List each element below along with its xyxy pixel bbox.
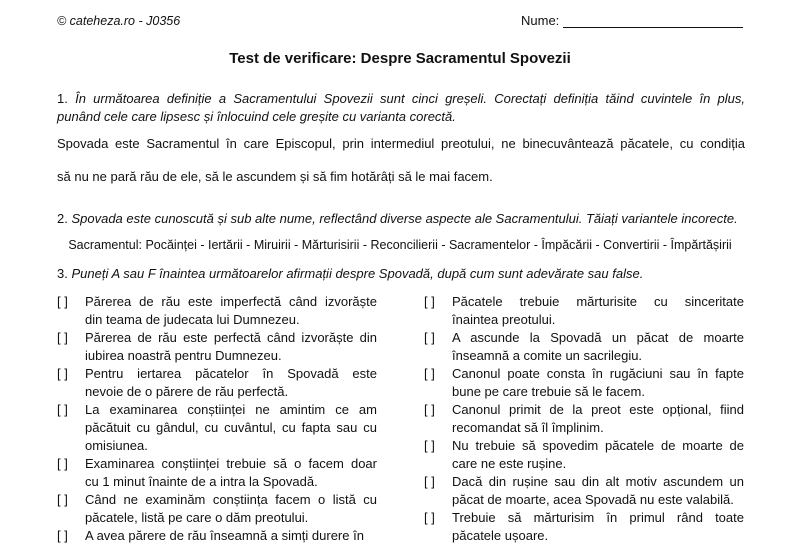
answer-box[interactable]: [ ] — [424, 366, 435, 381]
statement-item — [424, 509, 744, 545]
statement-line: păcătuit cu gândul, cu cuvântul, cu fapta sau cu — [85, 420, 377, 435]
statement-item — [424, 365, 744, 401]
question-2-text: Spovada este cunoscută și sub alte nume, reflectând diverse aspecte ale Sacramentului. Tăiați variantele incorecte. — [71, 211, 738, 226]
question-1-line-1 — [57, 90, 745, 108]
question-3-text: Puneți A sau F înaintea următoarelor afirmații despre Spovadă, după cum sunt adevărate sau false. — [71, 266, 644, 281]
question-2 — [57, 210, 745, 228]
answer-box[interactable]: [ ] — [57, 330, 68, 345]
statement-line: păcatele ușoare. — [452, 528, 549, 543]
statement-line: din teama de judecata lui Dumnezeu. — [85, 312, 300, 327]
statement-item — [424, 401, 744, 437]
statement-line: Canonul primit de la preot este opțional, fiind — [452, 402, 744, 417]
statement-item — [424, 437, 744, 473]
statement-line: La examinarea conștiinței ne amintim ce am — [85, 402, 377, 417]
statement-text — [85, 455, 377, 491]
statement-text — [452, 293, 744, 329]
statement-line: cu 1 minut înainte de a intra la Spovadă. — [85, 474, 318, 489]
name-field — [521, 13, 743, 28]
statement-text — [452, 437, 744, 473]
statement-item — [424, 473, 744, 509]
statement-line: care ne este rușine. — [452, 456, 567, 471]
statement-line: păcatele, listă pe care o dăm preotului. — [85, 510, 309, 525]
statement-text — [85, 365, 377, 401]
statement-line: iubirea noastră pentru Dumnezeu. — [85, 348, 282, 363]
statement-line: înseamnă a comite un sacrilegiu. — [452, 348, 643, 363]
statements-left-column — [57, 293, 377, 545]
question-1-line-2: punând cele care lipsesc și înlocuind cele greșite cu varianta corectă. — [57, 109, 456, 124]
question-1-number: 1. — [57, 91, 68, 106]
statement-item — [57, 293, 377, 329]
question-3 — [57, 265, 745, 283]
statement-text — [452, 365, 744, 401]
statement-item — [57, 365, 377, 401]
statement-text — [452, 509, 744, 545]
answer-box[interactable]: [ ] — [57, 294, 68, 309]
statement-line: Canonul poate consta în rugăciuni sau în fapte — [452, 366, 744, 381]
question-2-number: 2. — [57, 211, 68, 226]
answer-box[interactable]: [ ] — [57, 456, 68, 471]
answer-box[interactable]: [ ] — [424, 438, 435, 453]
answer-box[interactable]: [ ] — [424, 474, 435, 489]
statement-line: Examinarea conștiinței trebuie să o facem doar — [85, 456, 377, 471]
statement-line: Trebuie să mărturisim în primul rând toate — [452, 510, 744, 525]
statement-line: Nu trebuie să spovedim păcatele de moarte de — [452, 438, 744, 453]
statement-text — [85, 401, 377, 455]
question-1-text: În următoarea definiție a Sacramentului Spovezii sunt cinci greșeli. Corectați definiția tăind cuvintele în plus, — [75, 91, 745, 106]
statement-text — [85, 293, 377, 329]
name-label: Nume: — [521, 13, 560, 28]
statement-line: Părerea de rău este perfectă când izvorăște din — [85, 330, 377, 345]
sacrament-names-list: Sacramentul: Pocăinței - Iertării - Miruirii - Mărturisirii - Reconcilierii - Sacramentelor - Împăcării - Convertirii - Împărtășirii — [68, 238, 732, 252]
statement-text — [85, 527, 377, 545]
question-3-number: 3. — [57, 266, 68, 281]
statement-line: Când ne examinăm conștiința facem o listă cu — [85, 492, 377, 507]
answer-box[interactable]: [ ] — [57, 366, 68, 381]
answer-box[interactable]: [ ] — [57, 402, 68, 417]
statement-item — [57, 329, 377, 365]
statement-item — [57, 455, 377, 491]
answer-box[interactable]: [ ] — [424, 510, 435, 525]
statement-line: înaintea preotului. — [452, 312, 556, 327]
statement-text — [85, 329, 377, 365]
answer-box[interactable]: [ ] — [424, 402, 435, 417]
statement-text — [85, 491, 377, 527]
source-label: © cateheza.ro - J0356 — [57, 14, 181, 28]
statement-item — [57, 491, 377, 527]
statement-line: recomandat să îl împlinim. — [452, 420, 604, 435]
definition-line-2: să nu ne pară rău de ele, să le ascundem și să fim hotărâți să le mai facem. — [57, 169, 493, 184]
statement-text — [452, 473, 744, 509]
statement-text — [452, 401, 744, 437]
answer-box[interactable]: [ ] — [57, 528, 68, 543]
statement-line: A avea părere de rău înseamnă a simți durere în — [85, 528, 364, 543]
statement-item — [57, 401, 377, 455]
statement-text — [452, 329, 744, 365]
statement-line: omisiunea. — [85, 438, 148, 453]
statement-line: nevoie de o părere de rău perfectă. — [85, 384, 289, 399]
answer-box[interactable]: [ ] — [424, 294, 435, 309]
statement-item — [424, 329, 744, 365]
statement-line: Dacă din rușine sau din alt motiv ascundem un — [452, 474, 744, 489]
statements-right-column — [424, 293, 744, 545]
statement-line: A ascunde la Spovadă un păcat de moarte — [452, 330, 744, 345]
statement-item — [424, 293, 744, 329]
statement-line: Pentru iertarea păcatelor în Spovadă este — [85, 366, 377, 381]
name-blank-line — [563, 15, 743, 28]
answer-box[interactable]: [ ] — [57, 492, 68, 507]
definition-line-1: Spovada este Sacramentul în care Episcopul, prin intermediul preotului, ne binecuvântează păcatele, cu condiția — [57, 136, 745, 151]
statement-line: păcat de moarte, acea Spovadă nu este valabilă. — [452, 492, 734, 507]
statement-item — [57, 527, 377, 545]
page-title: Test de verificare: Despre Sacramentul Spovezii — [229, 50, 571, 67]
statement-line: Păcatele trebuie mărturisite cu sinceritate — [452, 294, 744, 309]
statement-line: bune pe care trebuie să le facem. — [452, 384, 645, 399]
answer-box[interactable]: [ ] — [424, 330, 435, 345]
statement-line: Părerea de rău este imperfectă când izvorăște — [85, 294, 377, 309]
